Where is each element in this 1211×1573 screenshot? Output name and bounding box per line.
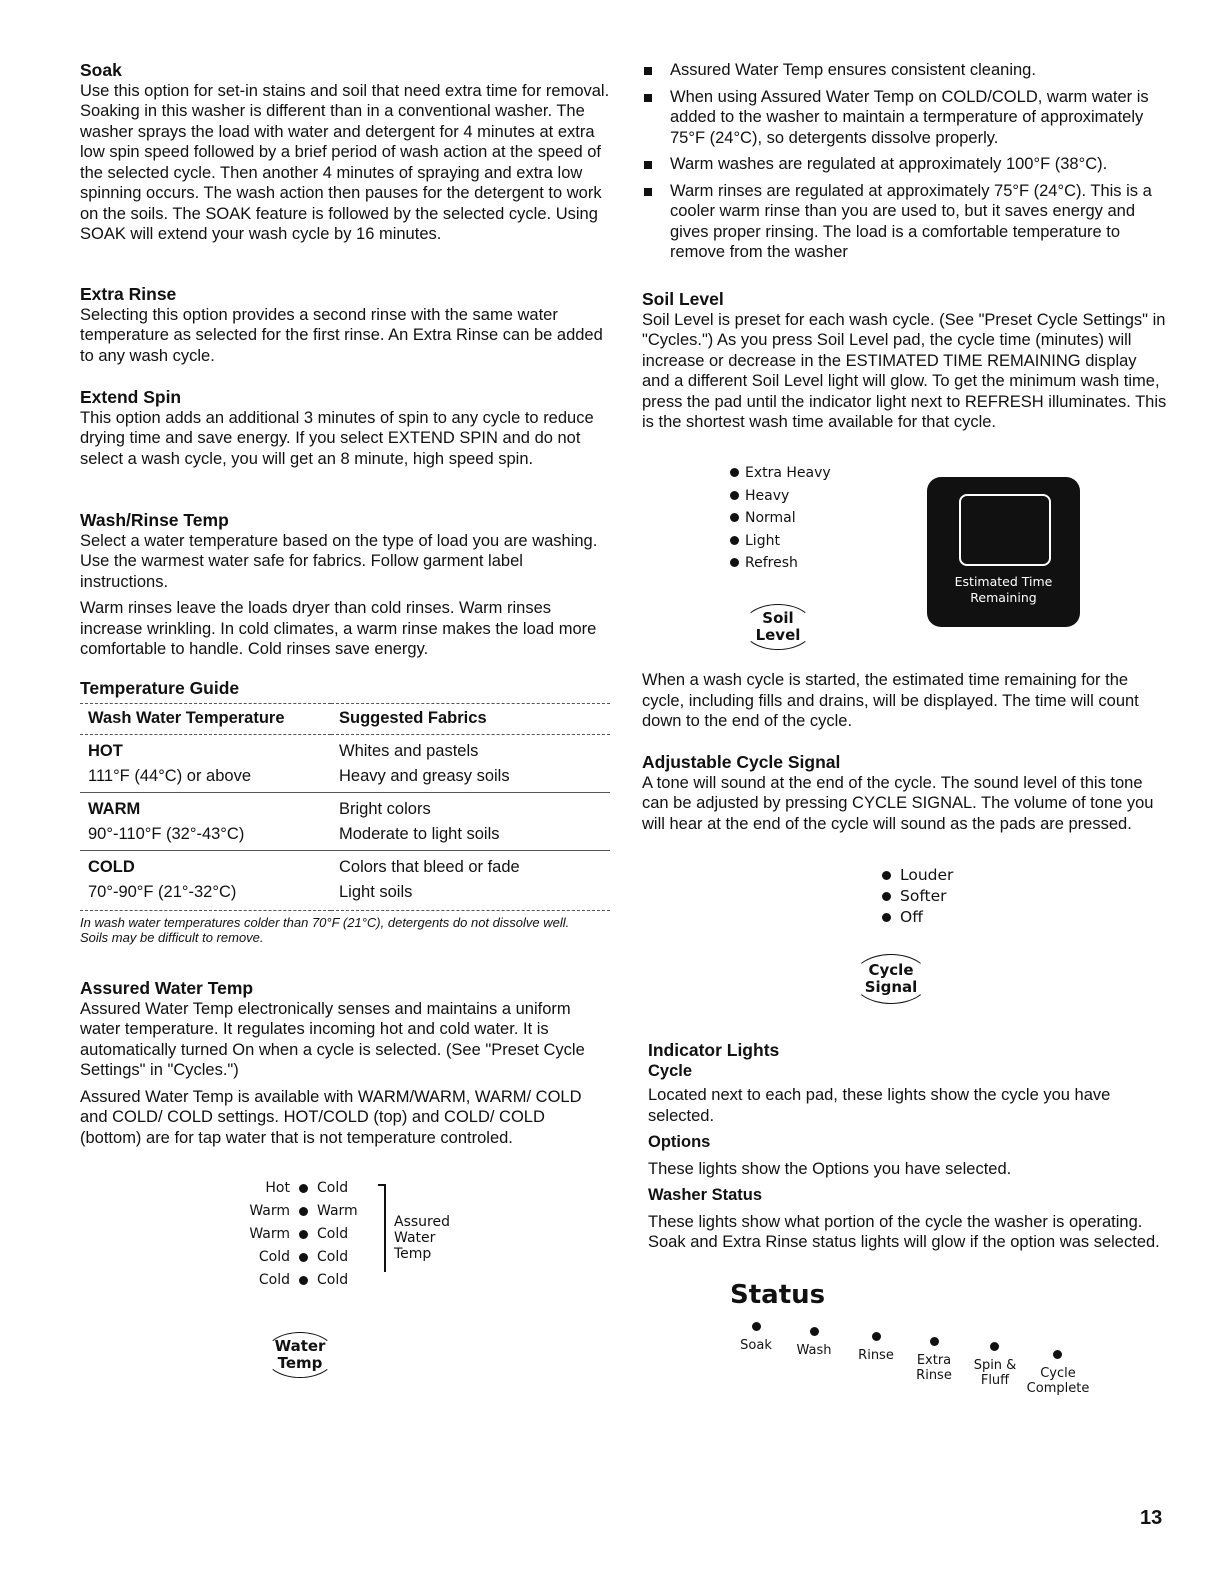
soil-level-option: [730, 485, 831, 508]
cycle-subheading: Cycle: [648, 1061, 693, 1080]
bullet-text: Assured Water Temp ensures consistent cleaning.: [670, 61, 1036, 79]
soil-level-label: Extra Heavy: [745, 465, 831, 481]
assured-bracket-label: [394, 1214, 450, 1262]
fabric-1: Whites and pastels: [339, 742, 479, 760]
signal-option: [882, 865, 953, 886]
table-row: [80, 793, 610, 822]
indicator-light-icon: [730, 513, 739, 522]
pad-label-line: Signal: [864, 978, 918, 996]
fabric-2: Moderate to light soils: [339, 824, 500, 843]
status-label: Spin &: [973, 1358, 1017, 1373]
bullet-item: [642, 181, 1167, 263]
bullet-square-icon: [644, 94, 652, 102]
water-temp-option-row[interactable]: [238, 1224, 498, 1244]
indicator-light-icon: [299, 1207, 308, 1216]
temp-guide-heading: Temperature Guide: [80, 678, 240, 698]
section-soil-level: [642, 289, 1167, 433]
indicator-light-icon: [882, 871, 891, 880]
assured-bullets: [642, 60, 1167, 269]
assured-body-1: Assured Water Temp electronically senses and maintains a uniform water temperature. It regulates incoming hot and cold water. It is automatically turned On when a cycle is selected. (See "Preset Cycle Settings" in "Cycles."): [80, 999, 585, 1079]
extend-spin-body: This option adds an additional 3 minutes of spin to any cycle to reduce drying time and save energy. If you select EXTEND SPIN and do not select a wash cycle, you will get an 8 minute, high speed spin.: [80, 408, 594, 468]
page-number: 13: [1140, 1507, 1163, 1529]
signal-level-label: Softer: [900, 887, 947, 905]
bullet-text: Warm washes are regulated at approximately 100°F (38°C).: [670, 155, 1108, 173]
soak-body: Use this option for set-in stains and soil that need extra time for removal. Soaking in this washer is different than in a conventional washer. The washer sprays the load with water and detergent for 4 minutes at extra low spin speed followed by a brief period of wash action at the speed of the selected cycle. Then another 4 minutes of spraying and extra low spinning occurs. The wash action then pauses for the detergent to work on the soils. The SOAK feature is followed by the selected cycle. Using SOAK will extend your wash cycle by 16 minutes.: [80, 81, 610, 243]
temperature-guide: [80, 678, 610, 945]
status-label: Fluff: [980, 1373, 1010, 1388]
temp-name: HOT: [88, 742, 123, 760]
temp-name: WARM: [88, 800, 141, 818]
wash-temp-label: Cold: [258, 1248, 290, 1265]
washer-status-body: These lights show what portion of the cycle the washer is operating. Soak and Extra Rinse status lights will glow if the option was selected.: [648, 1212, 1160, 1251]
status-light-icon: [1053, 1350, 1062, 1359]
signal-body: A tone will sound at the end of the cycle. The sound level of this tone can be adjusted by pressing CYCLE SIGNAL. The volume of tone you will hear at the end of the cycle will sound as the pads are pressed.: [642, 773, 1154, 833]
cycle-signal-lights: [882, 865, 953, 928]
extend-spin-heading: Extend Spin: [80, 387, 182, 407]
status-label: Cycle: [1040, 1366, 1076, 1381]
indicator-light-icon: [299, 1184, 308, 1193]
indicator-light-icon: [882, 913, 891, 922]
status-light-icon: [752, 1322, 761, 1331]
status-label: Wash: [796, 1343, 832, 1358]
washer-status-subheading: Washer Status: [648, 1186, 763, 1204]
rinse-temp-label: Cold: [317, 1271, 349, 1288]
wash-temp-label: Cold: [258, 1271, 290, 1288]
soil-after-text: When a wash cycle is started, the estimated time remaining for the cycle, including fills and drains, will be displayed. The time will count down to the end of the cycle.: [642, 671, 1139, 730]
extra-rinse-heading: Extra Rinse: [80, 284, 177, 304]
bullet-item: [642, 154, 1167, 175]
wash-rinse-body-1: Select a water temperature based on the type of load you are washing. Use the warmest water safe for fabrics. Follow garment label instructions.: [80, 531, 598, 591]
signal-level-label: Off: [900, 908, 923, 926]
bullet-text: When using Assured Water Temp on COLD/COLD, warm water is added to the washer to maintain a termperature of approximately 75°F (24°C), so detergents dissolve properly.: [670, 87, 1149, 147]
temp-range: 111°F (44°C) or above: [88, 766, 251, 785]
pad-label-line: Water: [274, 1337, 326, 1355]
wash-temp-label: Warm: [249, 1202, 290, 1219]
temp-guide-table: [80, 703, 610, 916]
rinse-temp-label: Warm: [317, 1202, 358, 1219]
status-panel-title: Status: [730, 1280, 826, 1310]
assured-heading: Assured Water Temp: [80, 978, 254, 998]
options-body: These lights show the Options you have selected.: [648, 1159, 1012, 1178]
section-indicator-lights: [648, 1040, 1173, 1253]
soil-level-label: Heavy: [745, 487, 790, 504]
status-label: Rinse: [858, 1348, 894, 1363]
water-temp-option-row[interactable]: [238, 1201, 498, 1221]
section-soak: [80, 60, 610, 245]
soil-level-lights: [730, 462, 831, 575]
indicator-light-icon: [730, 491, 739, 500]
indicator-heading: Indicator Lights: [648, 1040, 780, 1060]
indicator-light-icon: [299, 1253, 308, 1262]
section-extra-rinse: [80, 284, 610, 366]
status-label: Rinse: [916, 1368, 952, 1383]
soil-heading: Soil Level: [642, 289, 724, 309]
cycle-signal-pad-button[interactable]: [852, 954, 930, 1004]
soil-level-option: [730, 530, 831, 553]
indicator-light-icon: [730, 468, 739, 477]
indicator-light-icon: [730, 558, 739, 567]
pad-label-line: Cycle: [868, 961, 914, 979]
section-wash-rinse-temp: [80, 510, 610, 660]
soil-level-label: Normal: [745, 510, 796, 526]
signal-option: [882, 886, 953, 907]
time-display-screen: [959, 494, 1051, 566]
status-light-icon: [930, 1337, 939, 1346]
table-row: [80, 880, 610, 911]
display-label: [927, 574, 1080, 606]
bracket-tick: [378, 1184, 386, 1186]
display-label-line: Remaining: [970, 590, 1037, 605]
temp-range: 70°-90°F (21°-32°C): [88, 882, 237, 901]
soil-level-option: [730, 462, 831, 485]
fabric-1: Bright colors: [339, 800, 431, 818]
section-extend-spin: [80, 387, 610, 469]
bullet-square-icon: [644, 67, 652, 75]
cycle-body: Located next to each pad, these lights show the cycle you have selected.: [648, 1086, 1111, 1125]
signal-level-label: Louder: [900, 866, 954, 884]
table-row: [80, 764, 610, 793]
extra-rinse-body: Selecting this option provides a second rinse with the same water temperature as selected for the first rinse. An Extra Rinse can be added to any wash cycle.: [80, 305, 603, 365]
rinse-temp-label: Cold: [317, 1179, 349, 1196]
water-temp-panel: [238, 1178, 498, 1290]
status-label: Complete: [1026, 1381, 1090, 1396]
fabric-2: Heavy and greasy soils: [339, 766, 510, 785]
soil-level-option: [730, 552, 831, 575]
temp-guide-note: In wash water temperatures colder than 70°F (21°C), detergents do not dissolve well. Soils may be difficult to remove.: [80, 915, 570, 945]
table-row: [80, 735, 610, 764]
table-row: [80, 851, 610, 880]
wash-rinse-heading: Wash/Rinse Temp: [80, 510, 229, 530]
wash-temp-label: Hot: [265, 1179, 290, 1196]
pad-label-line: Level: [755, 626, 801, 644]
fabric-2: Light soils: [339, 882, 413, 901]
column-header-temp: Wash Water Temperature: [88, 708, 285, 727]
status-label: Soak: [740, 1338, 772, 1353]
rinse-temp-label: Cold: [317, 1225, 349, 1242]
bracket-label-line: Water: [394, 1230, 436, 1246]
soil-level-label: Light: [745, 532, 780, 549]
rinse-temp-label: Cold: [317, 1248, 349, 1265]
bullet-item: [642, 87, 1167, 149]
wash-temp-label: Warm: [249, 1225, 290, 1242]
temp-range: 90°-110°F (32°-43°C): [88, 824, 245, 843]
status-light-icon: [990, 1342, 999, 1351]
water-temp-pad-button[interactable]: [264, 1332, 336, 1378]
section-assured-water-temp: [80, 978, 610, 1148]
bracket-line: [384, 1184, 386, 1272]
bracket-label-line: Assured: [394, 1214, 450, 1230]
soil-body: Soil Level is preset for each wash cycle. (See "Preset Cycle Settings" in "Cycles.") As you press Soil Level pad, the cycle time (minutes) will increase or decrease in the ESTIMATED TIME REMAINING display and a different Soil Level light will glow. To get the minimum wash time, press the pad until the indicator light next to REFRESH illuminates. This is the shortest wash time available for that cycle.: [642, 310, 1167, 431]
status-label: Extra: [916, 1353, 952, 1368]
temp-name: COLD: [88, 858, 135, 876]
bullet-text: Warm rinses are regulated at approximately 75°F (24°C). This is a cooler warm rinse than you are used to, but it saves energy and gives proper rinsing. The load is a comfortable temperature to remove from the washer: [670, 181, 1152, 261]
section-cycle-signal: [642, 752, 1167, 834]
table-row: [80, 822, 610, 851]
soil-level-label: Refresh: [745, 555, 798, 571]
water-temp-option-row[interactable]: [238, 1247, 498, 1267]
bullet-item: [642, 60, 1167, 81]
bullet-square-icon: [644, 188, 652, 196]
signal-option: [882, 907, 953, 928]
indicator-light-icon: [299, 1230, 308, 1239]
water-temp-option-row[interactable]: [238, 1178, 498, 1198]
water-temp-option-row[interactable]: [238, 1270, 498, 1290]
options-subheading: Options: [648, 1133, 711, 1151]
status-light-icon: [810, 1327, 819, 1336]
fabric-1: Colors that bleed or fade: [339, 858, 520, 876]
indicator-light-icon: [730, 536, 739, 545]
display-label-line: Estimated Time: [954, 574, 1053, 589]
wash-rinse-body-2: Warm rinses leave the loads dryer than cold rinses. Warm rinses increase wrinkling. In cold climates, a warm rinse makes the load more comfortable to handle. Cold rinses save energy.: [80, 599, 597, 658]
pad-label-line: Soil: [762, 609, 794, 627]
indicator-light-icon: [882, 892, 891, 901]
assured-body-2: Assured Water Temp is available with WARM/WARM, WARM/ COLD and COLD/ COLD settings. HOT/COLD (top) and COLD/ COLD (bottom) are for tap water that is not temperature controled.: [80, 1087, 582, 1147]
table-header-row: [80, 703, 610, 735]
pad-label-line: Temp: [277, 1354, 323, 1372]
signal-heading: Adjustable Cycle Signal: [642, 752, 841, 772]
soil-level-pad-button[interactable]: [742, 604, 814, 650]
bullet-square-icon: [644, 161, 652, 169]
estimated-time-display: [927, 477, 1080, 627]
soil-level-option: [730, 507, 831, 530]
bracket-label-line: Temp: [394, 1246, 432, 1262]
status-light-icon: [872, 1332, 881, 1341]
column-header-fabrics: Suggested Fabrics: [339, 708, 487, 727]
indicator-light-icon: [299, 1276, 308, 1285]
soak-heading: Soak: [80, 60, 122, 80]
